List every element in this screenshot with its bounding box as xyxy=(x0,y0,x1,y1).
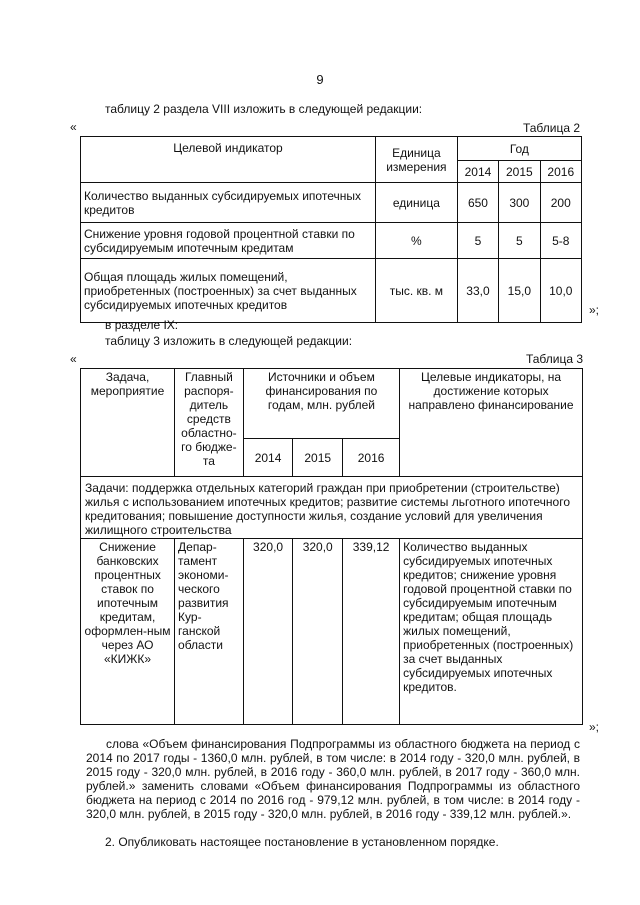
table2-cell-value: 15,0 xyxy=(499,259,540,323)
intro-table3: таблицу 3 изложить в следующей редакции: xyxy=(105,334,353,348)
table3-amount: 320,0 xyxy=(243,539,293,725)
table3 xyxy=(80,368,583,725)
section-ix: в разделе IX: xyxy=(105,318,179,332)
intro-table2: таблицу 2 раздела VIII изложить в следующей редакции: xyxy=(105,102,423,116)
table2-cell-name: Снижение уровня годовой процентной ставки по субсидируемым ипотечным кредитам xyxy=(81,223,376,259)
table2-head-year: Год xyxy=(457,137,581,161)
quote-close-table3: »; xyxy=(589,720,600,734)
table2-cell-value: 300 xyxy=(499,183,540,223)
table2-cell-value: 10,0 xyxy=(540,259,581,323)
table2-cell-value: 200 xyxy=(540,183,581,223)
table2-year: 2016 xyxy=(540,161,581,183)
table-row xyxy=(81,183,582,223)
table-row xyxy=(81,539,583,725)
table3-amount: 320,0 xyxy=(293,539,343,725)
table2-caption: Таблица 2 xyxy=(522,121,580,135)
table2-cell-value: 5 xyxy=(457,223,498,259)
table2-cell-value: 5-8 xyxy=(540,223,581,259)
table3-head-sources: Источники и объем финансирования по годам, млн. рублей xyxy=(243,369,399,439)
table3-caption: Таблица 3 xyxy=(525,352,583,366)
table2-cell-name: Общая площадь жилых помещений, приобретенных (построенных) за счет выданных субсидируемых ипотечных кредитов xyxy=(81,259,376,323)
table2-year: 2015 xyxy=(499,161,540,183)
table2-cell-unit: тыс. кв. м xyxy=(376,259,458,323)
table2-cell-value: 5 xyxy=(499,223,540,259)
table2-year: 2014 xyxy=(457,161,498,183)
page-number: 9 xyxy=(316,72,324,87)
table3-year: 2014 xyxy=(243,439,293,477)
table3-task-row: Задачи: поддержка отдельных категорий граждан при приобретении (строительстве) жилья с использованием ипотечных кредитов; развитие системы льготного ипотечного кредитования; повышение доступности жилья, создание условий для увеличения жилищного строительства xyxy=(81,477,583,539)
table-row xyxy=(81,477,583,539)
paragraph-words: слова «Объем финансирования Подпрограммы из областного бюджета на период с 2014 по 2017 годы - 1360,0 млн. рублей, в том числе: в 2014 году - 320,0 млн. рублей, в 2015 году - 320,0 млн. рублей, в 2016 году - 360,0 млн. рублей, в 2017 году - 360,0 млн. рублей.» заменить словами «Объем финансирования Подпрограммы из областного бюджета на период с 2014 по 2016 год - 979,12 млн. рублей, в том числе: в 2014 году - 320,0 млн. рублей, в 2015 году - 320,0 млн. рублей, в 2016 году - 339,12 млн. рублей.». xyxy=(86,737,580,821)
table2-head-unit: Единица измерения xyxy=(376,137,458,183)
table2-head-indicator: Целевой индикатор xyxy=(81,137,376,183)
table3-head-manager: Главный распоря-дитель средств областно-го бюдже-та xyxy=(175,369,244,477)
table2-cell-unit: единица xyxy=(376,183,458,223)
paragraph-publish: 2. Опубликовать настоящее постановление в установленном порядке. xyxy=(105,835,499,849)
table2-cell-name: Количество выданных субсидируемых ипотечных кредитов xyxy=(81,183,376,223)
table2-cell-value: 650 xyxy=(457,183,498,223)
table3-amount: 339,12 xyxy=(343,539,400,725)
quote-open-table3: « xyxy=(70,352,77,366)
table-row xyxy=(81,223,582,259)
table3-head-task: Задача, мероприятие xyxy=(81,369,175,477)
table3-manager: Депар-тамент экономи-ческого развития Кур-ганской области xyxy=(175,539,244,725)
table3-measure: Снижение банковских процентных ставок по ипотечным кредитам, оформлен-ным через АО «КИЖК» xyxy=(81,539,175,725)
table2 xyxy=(80,136,582,323)
table3-year: 2016 xyxy=(343,439,400,477)
table-row xyxy=(81,259,582,323)
table2-cell-unit: % xyxy=(376,223,458,259)
quote-close-table2: »; xyxy=(589,303,600,317)
table2-cell-value: 33,0 xyxy=(457,259,498,323)
table3-year: 2015 xyxy=(293,439,343,477)
table3-head-targets: Целевые индикаторы, на достижение которых направлено финансирование xyxy=(400,369,583,477)
quote-open-table2: « xyxy=(70,120,77,134)
table3-targets: Количество выданных субсидируемых ипотечных кредитов; снижение уровня годовой процентной ставки по субсидируемым ипотечным кредитам; общая площадь жилых помещений, приобретенных (построенных) за счет выданных субсидируемых ипотечных кредитов. xyxy=(400,539,583,725)
